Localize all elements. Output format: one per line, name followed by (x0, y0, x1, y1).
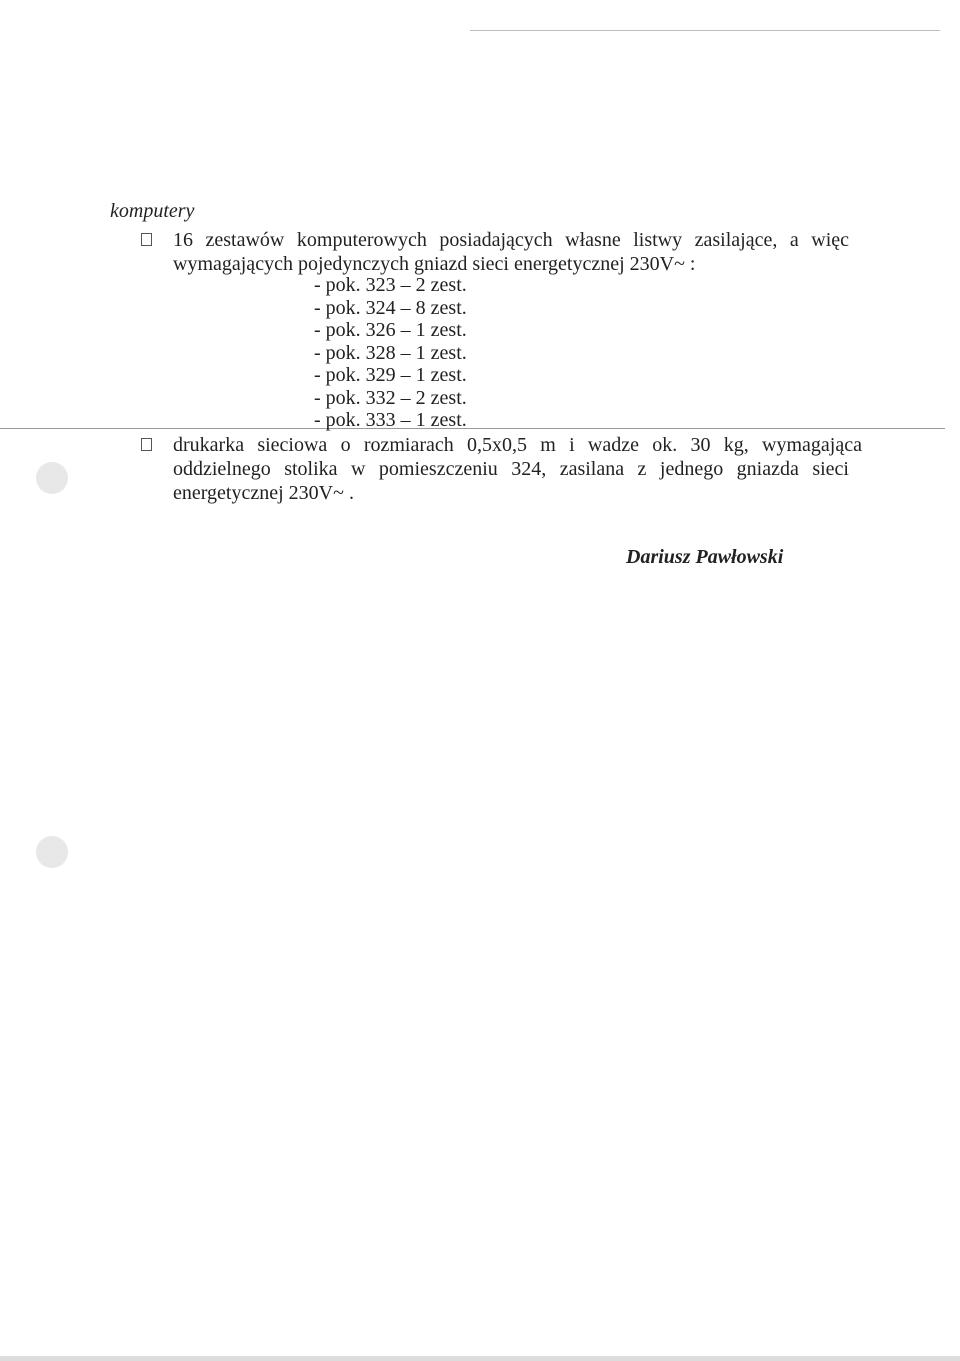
bullet-box-icon (141, 438, 152, 451)
signature: Dariusz Pawłowski (626, 546, 784, 568)
list-item: - pok. 324 – 8 zest. (314, 296, 467, 319)
page-edge-line (470, 30, 940, 31)
punch-hole-top (36, 462, 68, 494)
list-item: - pok. 326 – 1 zest. (314, 319, 467, 341)
item-computers-line2: wymagających pojedynczych gniazd sieci energetycznej 230V~ : (173, 253, 696, 275)
scan-artifact-line (0, 428, 945, 429)
punch-hole-bottom (36, 836, 68, 868)
list-item: - pok. 323 – 2 zest. (314, 274, 467, 296)
list-item: - pok. 333 – 1 zest. (314, 409, 467, 431)
section-title: komputery (110, 200, 195, 222)
list-item: - pok. 328 – 1 zest. (314, 341, 467, 364)
page-bottom-edge (0, 1356, 960, 1361)
item-printer-line3: energetycznej 230V~ . (173, 482, 354, 504)
list-item: - pok. 329 – 1 zest. (314, 364, 467, 386)
item-computers-line1: 16 zestawów komputerowych posiadających własne listwy zasilające, a więc (173, 229, 849, 251)
item-printer-line2: oddzielnego stolika w pomieszczeniu 324, zasilana z jednego gniazda sieci (173, 458, 849, 480)
list-item: - pok. 332 – 2 zest. (314, 386, 467, 409)
bullet-box-icon (141, 233, 152, 246)
item-printer-line1: drukarka sieciowa o rozmiarach 0,5x0,5 m i wadze ok. 30 kg, wymagająca (173, 434, 862, 456)
room-list (314, 274, 467, 432)
